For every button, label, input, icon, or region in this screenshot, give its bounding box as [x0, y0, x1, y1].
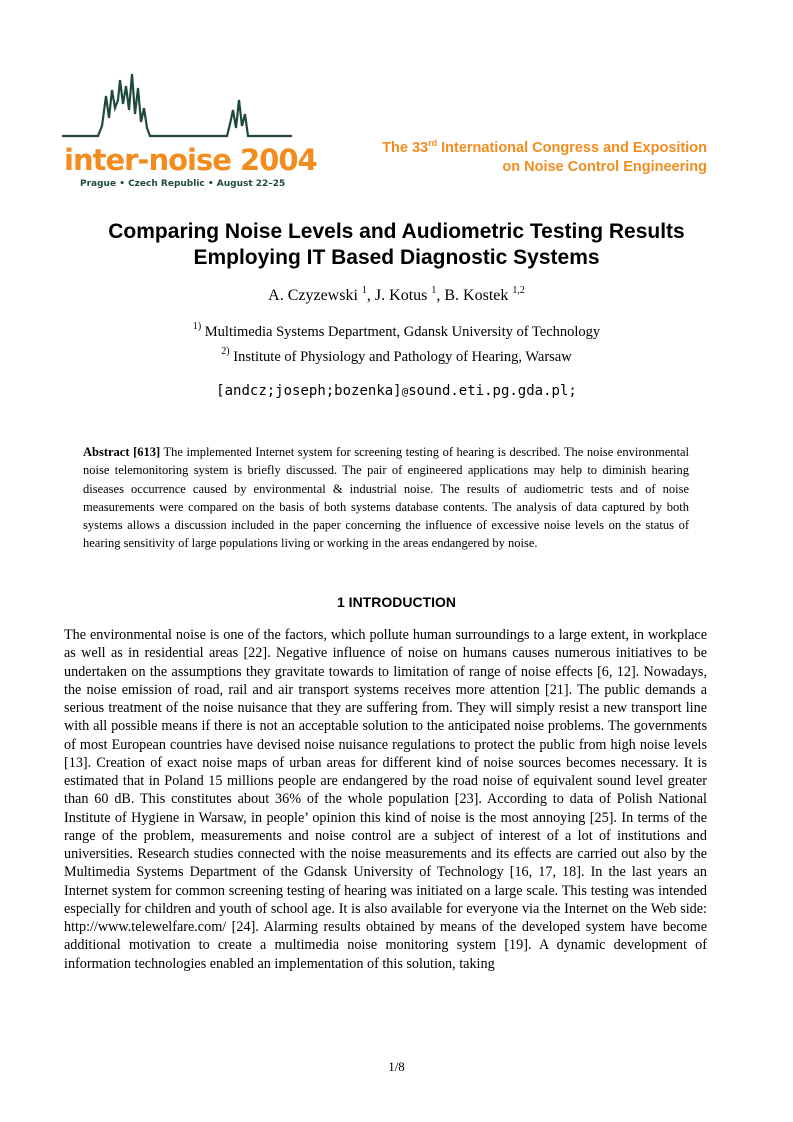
skyline-signal-icon	[62, 70, 294, 150]
congress-heading	[382, 139, 707, 177]
congress-line-2: on Noise Control Engineering	[502, 159, 707, 175]
page-number: 1/8	[388, 1059, 405, 1074]
abstract-text: The implemented Internet system for screening testing of hearing is described. The noise environmental noise telemonitoring system is briefly discussed. The pair of engineered applications may help to diminish hearing diseases occurrence caused by environmental & industrial noise. The results of audiometric tests and of noise measurements were compared on the basis of both systems database contents. The analysis of data captured by both systems allows a discussion included in the paper concerning the influence of excessive noise levels on the status of hearing sensitivity of large populations living or working in the areas endangered by noise.	[83, 445, 690, 551]
title-line-2: Employing IT Based Diagnostic Systems	[193, 246, 600, 269]
author-name: B. Kostek	[444, 287, 509, 304]
inter-noise-logo	[62, 70, 317, 190]
author-name: A. Czyzewski	[268, 287, 358, 304]
logo-subtitle: Prague • Czech Republic • August 22–25	[80, 179, 286, 189]
affiliation-1: $^{1)}$ Multimedia Systems Department, Gdansk University of Technology	[192, 321, 601, 340]
paper-title	[0, 219, 793, 271]
contact-email: [andcz;joseph;bozenka]@sound.eti.pg.gda.pl;	[216, 383, 577, 399]
congress-line-1: The 33rd International Congress and Exposition	[382, 138, 707, 156]
author-list: A. Czyzewski $^1$, J. Kotus $^1$, B. Kostek $^{1,2}$	[268, 285, 525, 304]
abstract	[83, 443, 689, 553]
section-heading: 1 INTRODUCTION	[337, 594, 456, 610]
introduction-text: The environmental noise is one of the factors, which pollute human surroundings to a large extent, in workplace as well as in residential areas [22]. Negative influence of noise on humans causes numerous initiatives to be undertaken on the assumptions they gravitate towards to limitation of range of noise effects [6, 12]. Nowadays, the noise emission of road, rail and air transport systems receives more attention [21]. The public demands a serious treatment of the noise nuisance that they are suffering from. They will simply resist a new transport line with all possible means if there is not an acceptable solution to the anticipated noise problems. The governments of most European countries have devised noise nuisance regulations to protect the public from high noise levels [13]. Creation of exact noise maps of urban areas for different kind of noise sources becomes necessary. It is estimated that in Poland 15 millions people are endangered by the road noise of equivalent sound level greater than 60 dB. This constitutes about 36% of the whole population [23]. According to data of Polish National Institute of Hygiene in Warsaw, in people’ opinion this kind of noise is the most annoying [25]. In terms of the range of the problem, measurements and noise control are a subject of interest of a lot of institutions and universities. Research studies connected with the noise measurements and its effects are carried out also by the Multimedia Systems Department of the Gdansk University of Technology [16, 17, 18]. In the last years an Internet system for common screening testing of hearing was initiated on a large scale. This testing was intended especially for children and youth of school age. It is also available for everyone via the Internet on the Web side: http://www.telewelfare.com/ [24]. Alarming results obtained by means of the developed system have become additional motivation to create a multimedia noise monitoring system [19]. A dynamic development of information technologies enabled an implementation of this solution, taking	[64, 627, 707, 972]
affiliation-2: $^{2)}$ Institute of Physiology and Pathology of Hearing, Warsaw	[221, 346, 572, 365]
logo-wordmark: inter-noise 2004	[64, 143, 317, 177]
abstract-label: Abstract [613]	[83, 445, 161, 459]
title-line-1: Comparing Noise Levels and Audiometric Testing Results	[108, 220, 685, 243]
author-name: J. Kotus	[374, 287, 428, 304]
